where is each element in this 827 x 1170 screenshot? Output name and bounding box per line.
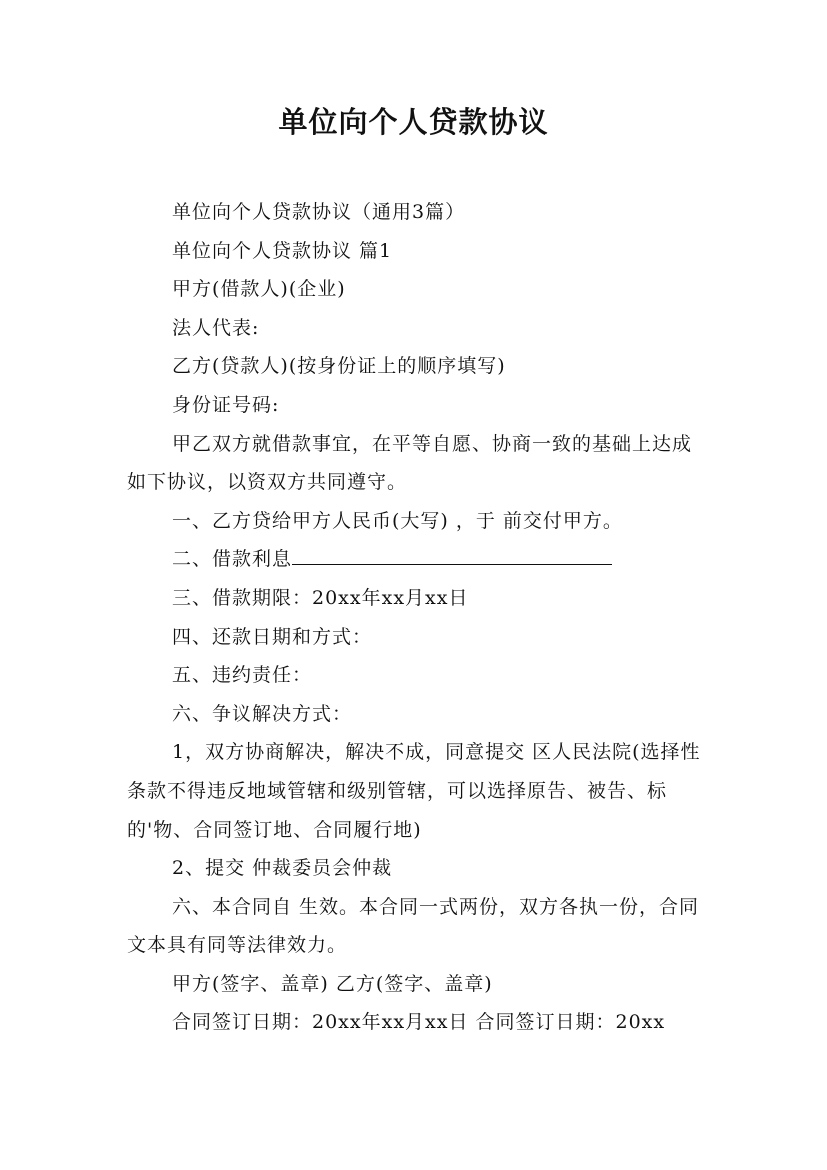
clause-2-text: 二、借款利息 xyxy=(172,548,293,571)
paragraph-clause-6: 六、争议解决方式： xyxy=(172,702,353,725)
paragraph-part-title: 单位向个人贷款协议 篇1 xyxy=(172,239,393,262)
paragraph-signatures: 甲方(签字、盖章) 乙方(签字、盖章) xyxy=(172,972,493,995)
paragraph-party-b: 乙方(贷款人)(按身份证上的顺序填写) xyxy=(172,355,506,378)
paragraph-dispute-option-1: 1，双方协商解决，解决不成，同意提交 区人民法院(选择性条款不得违反地域管辖和级别管辖，可以选择原告、被告、标的'物、合同签订地、合同履行地) xyxy=(127,741,701,841)
paragraph-legal-rep: 法人代表: xyxy=(172,316,260,339)
paragraph-sign-dates: 合同签订日期：20xx年xx月xx日 合同签订日期：20xx xyxy=(172,1011,666,1034)
paragraph-clause-3: 三、借款期限：20xx年xx月xx日 xyxy=(172,586,469,609)
paragraph-id-number: 身份证号码: xyxy=(172,393,280,416)
paragraph-dispute-option-2: 2、提交 仲裁委员会仲裁 xyxy=(172,857,393,880)
paragraph-clause-2 xyxy=(127,540,707,579)
paragraph-heading: 单位向个人贷款协议（通用3篇） xyxy=(172,201,466,223)
paragraph-party-a: 甲方(借款人)(企业) xyxy=(172,278,346,301)
paragraph-clause-1: 一、乙方贷给甲方人民币(大写) ，于 前交付甲方。 xyxy=(172,509,623,532)
interest-blank-line xyxy=(292,542,612,565)
paragraph-preamble: 甲乙双方就借款事宜，在平等自愿、协商一致的基础上达成如下协议，以资双方共同遵守。 xyxy=(127,432,693,494)
document-body xyxy=(127,193,707,1042)
paragraph-clause-5: 五、违约责任： xyxy=(172,664,313,687)
document-title: 单位向个人贷款协议 xyxy=(278,105,549,139)
paragraph-effect-clause: 六、本合同自 生效。本合同一式两份，双方各执一份，合同文本具有同等法律效力。 xyxy=(127,895,700,957)
paragraph-clause-4: 四、还款日期和方式： xyxy=(172,625,373,648)
